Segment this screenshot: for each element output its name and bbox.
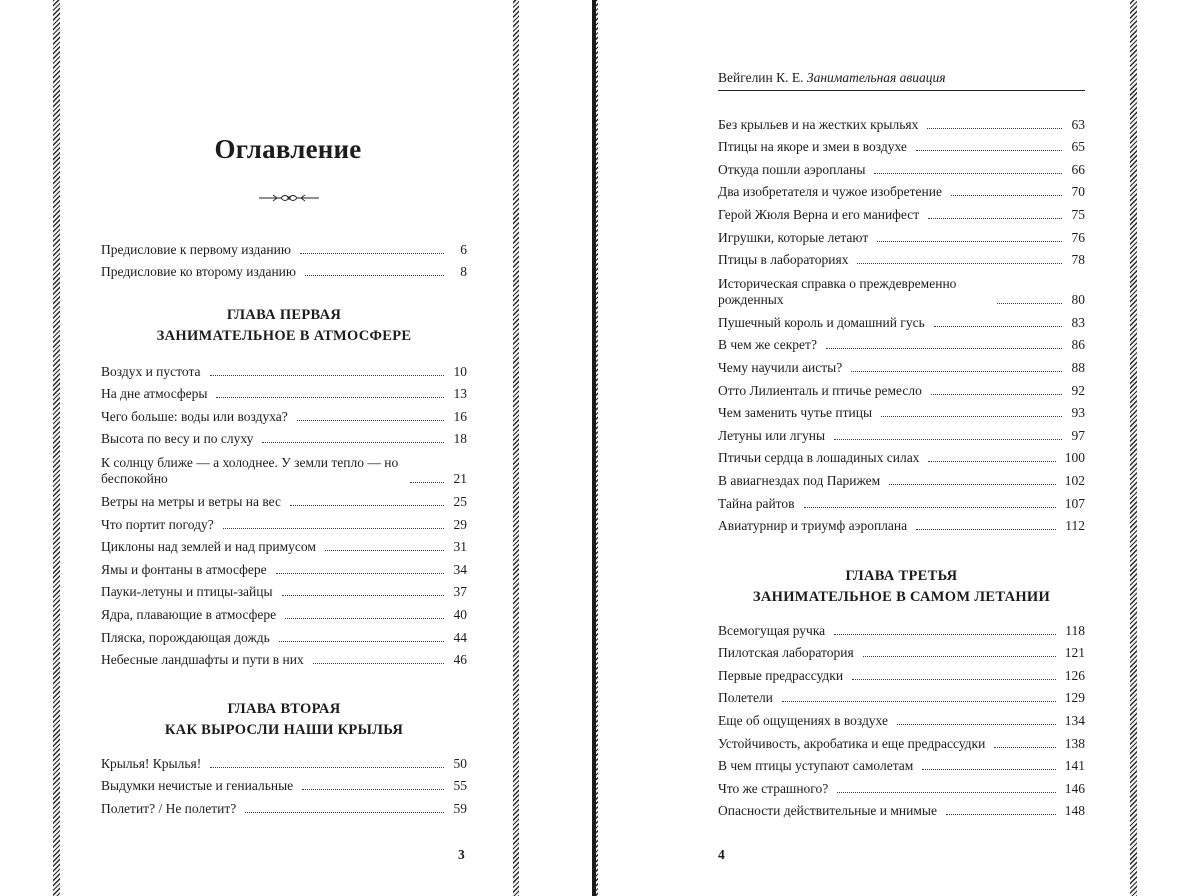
toc-entry-page: 138 xyxy=(1064,735,1085,751)
toc-entry-page: 107 xyxy=(1064,495,1085,511)
toc-entry-title: Ямы и фонтаны в атмосфере xyxy=(101,561,267,577)
toc-entry[interactable] xyxy=(101,646,467,669)
chapter3-heading xyxy=(718,566,1085,608)
toc-entry-title: Опасности действительные и мнимые xyxy=(718,803,937,819)
toc-entry-title: Отто Лилиенталь и птичье ремесло xyxy=(718,382,922,398)
toc-entry-page: 88 xyxy=(1071,359,1085,375)
toc-entry-title: Пляска, порождающая дождь xyxy=(101,629,270,645)
dot-leader xyxy=(931,393,1062,395)
toc-entry[interactable] xyxy=(101,357,467,380)
dot-leader xyxy=(302,788,444,790)
toc-entry-page: 141 xyxy=(1064,758,1085,774)
toc-entry-title: В чем птицы уступают самолетам xyxy=(718,758,914,774)
toc-entry-title: Историческая справка о преждевременно рожденных xyxy=(718,276,957,308)
chapter2-heading xyxy=(101,699,467,741)
toc-entry[interactable] xyxy=(718,797,1085,820)
chapter3-label: ГЛАВА ТРЕТЬЯ xyxy=(845,568,958,584)
toc-entry-page: 37 xyxy=(453,584,467,600)
dot-leader xyxy=(223,527,444,529)
toc-entry[interactable] xyxy=(101,487,467,510)
toc-entry-page: 34 xyxy=(453,561,467,577)
dot-leader xyxy=(245,811,444,813)
toc-entry-title: Тайна райтов xyxy=(718,495,795,511)
toc-entry-page: 78 xyxy=(1071,252,1085,268)
toc-entry-title: Чем заменить чутье птицы xyxy=(718,405,873,421)
dot-leader xyxy=(297,419,444,421)
dot-leader xyxy=(877,240,1062,242)
running-head xyxy=(718,70,1085,91)
toc-entry-title: Пауки-летуны и птицы-зайцы xyxy=(101,584,273,600)
toc-entry-page: 46 xyxy=(453,652,467,668)
chapter2-label: ГЛАВА ВТОРАЯ xyxy=(227,701,341,717)
toc-entry[interactable] xyxy=(718,223,1085,246)
toc-entry[interactable] xyxy=(718,661,1085,684)
dot-leader xyxy=(216,396,444,398)
dot-leader xyxy=(262,441,444,443)
toc-entry-page: 102 xyxy=(1064,472,1085,488)
toc-entry-title: Чего больше: воды или воздуха? xyxy=(101,408,288,424)
toc-entry-title: Небесные ландшафты и пути в них xyxy=(101,652,304,668)
toc-entry[interactable] xyxy=(718,729,1085,752)
toc-entry-page: 59 xyxy=(453,800,467,816)
toc-entry-title: Птичьи сердца в лошадиных силах xyxy=(718,450,920,466)
toc-entry[interactable] xyxy=(101,533,467,556)
toc-entry-title: Предисловие к первому изданию xyxy=(101,241,291,257)
toc-entry[interactable] xyxy=(718,616,1085,639)
toc-entry-page: 63 xyxy=(1071,116,1085,132)
toc-entry[interactable] xyxy=(101,749,467,772)
dot-leader xyxy=(922,768,1055,770)
toc-entry-page: 44 xyxy=(453,629,467,645)
toc-entry[interactable] xyxy=(718,331,1085,354)
toc-entry[interactable] xyxy=(101,794,467,817)
toc-entry-title: Пилотская лаборатория xyxy=(718,645,854,661)
toc-entry[interactable] xyxy=(101,623,467,646)
toc-entry[interactable] xyxy=(718,466,1085,489)
toc-entry-title: Птицы в лабораториях xyxy=(718,252,849,268)
chapter1-heading xyxy=(101,305,467,347)
toc-entry-title: Откуда пошли аэропланы xyxy=(718,161,866,177)
toc-entry-page: 80 xyxy=(1071,292,1085,308)
toc-entry-page: 93 xyxy=(1071,405,1085,421)
toc-entry-title: Крылья! Крылья! xyxy=(101,755,202,771)
dot-leader xyxy=(282,594,444,596)
toc-entry-title: Что же страшного? xyxy=(718,780,829,796)
toc-entry-title: В авиагнездах под Парижем xyxy=(718,472,881,488)
left-page-number: 3 xyxy=(458,847,465,862)
toc-entry[interactable] xyxy=(101,235,467,258)
dot-leader xyxy=(804,506,1056,508)
running-head-author: Вейгелин К. Е. xyxy=(718,70,804,85)
dot-leader xyxy=(837,791,1056,793)
toc-entry-title: Игрушки, которые летают xyxy=(718,229,869,245)
dot-leader xyxy=(313,662,444,664)
toc-entry[interactable] xyxy=(101,425,467,448)
toc-entry[interactable] xyxy=(718,489,1085,512)
chapter2-continued-list xyxy=(718,110,1085,534)
toc-entry[interactable] xyxy=(101,600,467,623)
toc-entry[interactable] xyxy=(101,555,467,578)
toc-entry[interactable] xyxy=(718,512,1085,535)
dot-leader xyxy=(928,217,1062,219)
toc-entry[interactable] xyxy=(718,639,1085,662)
toc-entry-page: 76 xyxy=(1071,229,1085,245)
toc-entry[interactable] xyxy=(718,444,1085,467)
toc-entry-page: 100 xyxy=(1064,450,1085,466)
toc-entry-title: Первые предрассудки xyxy=(718,667,844,683)
toc-entry[interactable] xyxy=(718,246,1085,269)
toc-entry-page: 121 xyxy=(1064,645,1085,661)
front-matter-list xyxy=(101,235,467,280)
chapter1-list xyxy=(101,357,467,668)
toc-entry-title: Что портит погоду? xyxy=(101,516,214,532)
dot-leader xyxy=(834,438,1062,440)
toc-entry-title: Циклоны над землей и над примусом xyxy=(101,539,316,555)
chapter1-name: ЗАНИМАТЕЛЬНОЕ В АТМОСФЕРЕ xyxy=(156,328,412,344)
toc-entry-page: 10 xyxy=(453,363,467,379)
toc-entry-page: 25 xyxy=(453,493,467,509)
toc-entry-page: 75 xyxy=(1071,206,1085,222)
toc-entry-title: В чем же секрет? xyxy=(718,337,817,353)
chapter3-name: ЗАНИМАТЕЛЬНОЕ В САМОМ ЛЕТАНИИ xyxy=(752,589,1051,605)
toc-entry-title: Летуны или лгуны xyxy=(718,427,826,443)
toc-entry[interactable] xyxy=(718,376,1085,399)
dot-leader xyxy=(897,723,1056,725)
toc-entry-page: 31 xyxy=(453,539,467,555)
dot-leader xyxy=(305,274,444,276)
toc-entry[interactable] xyxy=(101,772,467,795)
toc-entry[interactable] xyxy=(718,308,1085,331)
toc-entry[interactable] xyxy=(101,447,467,487)
toc-entry-page: 50 xyxy=(453,755,467,771)
toc-entry-title: Пушечный король и домашний гусь xyxy=(718,314,925,330)
dot-leader xyxy=(852,678,1056,680)
toc-entry-page: 70 xyxy=(1071,184,1085,200)
toc-entry[interactable] xyxy=(718,684,1085,707)
toc-entry-title: Авиатурнир и триумф аэроплана xyxy=(718,518,908,534)
toc-entry[interactable] xyxy=(101,380,467,403)
toc-entry-page: 97 xyxy=(1071,427,1085,443)
toc-entry-title: Высота по весу и по слуху xyxy=(101,431,254,447)
dot-leader xyxy=(410,481,444,483)
dot-leader xyxy=(300,252,444,254)
running-head-book: Занимательная авиация xyxy=(806,70,946,85)
dot-leader xyxy=(851,370,1062,372)
toc-entry-title: Герой Жюля Верна и его манифест xyxy=(718,206,920,222)
chapter1-label: ГЛАВА ПЕРВАЯ xyxy=(226,307,342,323)
toc-entry-title: Устойчивость, акробатика и еще предрассудки xyxy=(718,735,986,751)
toc-entry-page: 16 xyxy=(453,408,467,424)
dot-leader xyxy=(934,325,1062,327)
dot-leader xyxy=(951,194,1062,196)
dot-leader xyxy=(285,617,444,619)
toc-title: Оглавление xyxy=(214,134,362,164)
toc-entry-title: На дне атмосферы xyxy=(101,386,208,402)
toc-entry-page: 13 xyxy=(453,386,467,402)
dot-leader xyxy=(210,374,444,376)
toc-entry-page: 40 xyxy=(453,606,467,622)
toc-entry-title: Птицы на якоре и змеи в воздухе xyxy=(718,139,907,155)
toc-entry[interactable] xyxy=(718,421,1085,444)
toc-entry-title: Полетели xyxy=(718,690,773,706)
left-outer-border xyxy=(53,0,60,896)
dot-leader xyxy=(997,302,1062,304)
toc-entry-page: 65 xyxy=(1071,139,1085,155)
chapter2-name: КАК ВЫРОСЛИ НАШИ КРЫЛЬЯ xyxy=(164,722,404,738)
dot-leader xyxy=(276,572,444,574)
dot-leader xyxy=(863,655,1056,657)
toc-entry-page: 92 xyxy=(1071,382,1085,398)
dot-leader xyxy=(834,633,1056,635)
dot-leader xyxy=(916,149,1062,151)
toc-entry-page: 134 xyxy=(1064,712,1085,728)
toc-entry-title: Ветры на метры и ветры на вес xyxy=(101,493,281,509)
toc-entry[interactable] xyxy=(718,155,1085,178)
toc-entry[interactable] xyxy=(718,706,1085,729)
toc-entry-title: Полетит? / Не полетит? xyxy=(101,800,237,816)
toc-entry-title: Выдумки нечистые и гениальные xyxy=(101,778,294,794)
toc-entry-title: Воздух и пустота xyxy=(101,363,201,379)
toc-entry-page: 55 xyxy=(453,778,467,794)
toc-entry-page: 18 xyxy=(453,431,467,447)
toc-entry[interactable] xyxy=(718,268,1085,308)
dot-leader xyxy=(290,504,444,506)
toc-entry-title: Еще об ощущениях в воздухе xyxy=(718,712,888,728)
page-gutter xyxy=(519,0,592,896)
dot-leader xyxy=(928,460,1055,462)
dot-leader xyxy=(279,640,444,642)
toc-entry-title: Чему научили аисты? xyxy=(718,359,843,375)
dot-leader xyxy=(210,766,444,768)
toc-entry[interactable] xyxy=(718,200,1085,223)
toc-entry-page: 146 xyxy=(1064,780,1085,796)
dot-leader xyxy=(994,746,1055,748)
chapter2-list xyxy=(101,749,467,817)
toc-entry-page: 6 xyxy=(460,241,467,257)
toc-entry-title: Предисловие ко второму изданию xyxy=(101,264,296,280)
toc-entry-title: Два изобретателя и чужое изобретение xyxy=(718,184,942,200)
toc-entry[interactable] xyxy=(718,353,1085,376)
toc-entry-title: К солнцу ближе — а холоднее. У земли тепло — но беспокойно xyxy=(101,455,399,487)
toc-entry-page: 29 xyxy=(453,516,467,532)
dot-leader xyxy=(826,347,1062,349)
toc-entry-page: 148 xyxy=(1064,803,1085,819)
toc-entry-page: 21 xyxy=(453,471,467,487)
ornament-icon xyxy=(259,191,319,205)
dot-leader xyxy=(927,127,1062,129)
toc-entry-page: 129 xyxy=(1064,690,1085,706)
dot-leader xyxy=(946,813,1056,815)
toc-entry[interactable] xyxy=(101,258,467,281)
toc-entry-page: 83 xyxy=(1071,314,1085,330)
toc-entry-title: Всемогущая ручка xyxy=(718,622,826,638)
toc-entry[interactable] xyxy=(101,402,467,425)
dot-leader xyxy=(325,549,444,551)
toc-entry-page: 126 xyxy=(1064,667,1085,683)
toc-entry[interactable] xyxy=(718,133,1085,156)
dot-leader xyxy=(881,415,1062,417)
dot-leader xyxy=(857,262,1062,264)
dot-leader xyxy=(916,528,1056,530)
toc-entry[interactable] xyxy=(718,752,1085,775)
dot-leader xyxy=(889,483,1056,485)
dot-leader xyxy=(874,172,1062,174)
toc-entry[interactable] xyxy=(718,399,1085,422)
right-page-number: 4 xyxy=(718,847,725,862)
toc-entry-page: 66 xyxy=(1071,161,1085,177)
toc-entry-title: Без крыльев и на жестких крыльях xyxy=(718,116,919,132)
toc-entry-title: Ядра, плавающие в атмосфере xyxy=(101,606,277,622)
dot-leader xyxy=(782,700,1056,702)
chapter3-list xyxy=(718,616,1085,819)
toc-entry-page: 86 xyxy=(1071,337,1085,353)
toc-entry[interactable] xyxy=(718,178,1085,201)
toc-entry-page: 118 xyxy=(1065,622,1085,638)
toc-entry[interactable] xyxy=(718,110,1085,133)
toc-entry-page: 8 xyxy=(460,264,467,280)
toc-entry[interactable] xyxy=(101,578,467,601)
toc-entry[interactable] xyxy=(101,510,467,533)
toc-entry-page: 112 xyxy=(1065,518,1085,534)
toc-entry[interactable] xyxy=(718,774,1085,797)
